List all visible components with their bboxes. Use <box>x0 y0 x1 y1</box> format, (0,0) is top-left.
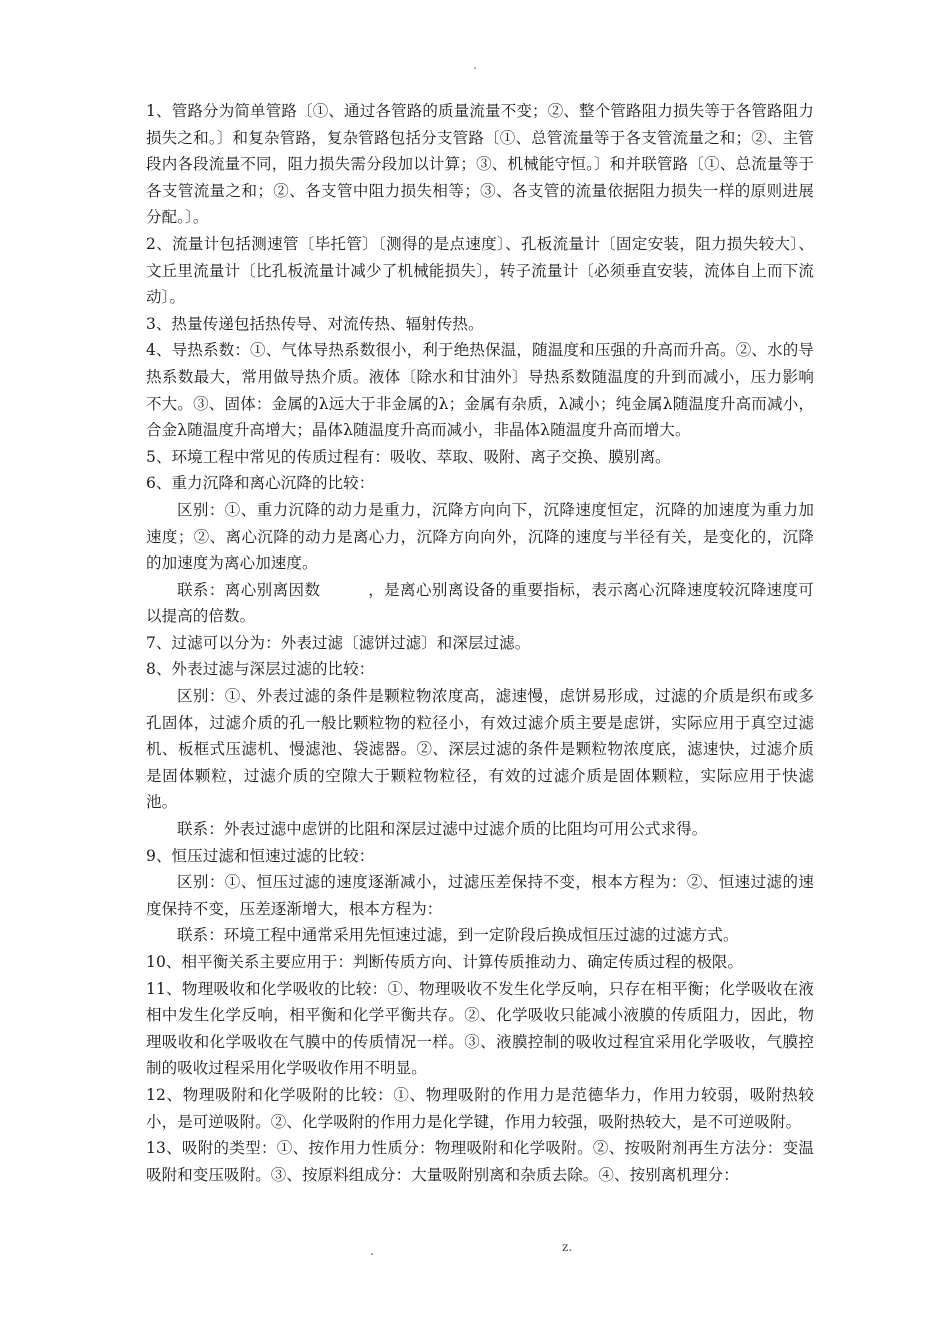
paragraph-5: 5、环境工程中常见的传质过程有：吸收、萃取、吸附、离子交换、膜别离。 <box>146 447 671 466</box>
paragraph-7: 7、过滤可以分为：外表过滤〔滤饼过滤〕和深层过滤。 <box>146 633 531 652</box>
paragraph-4: 4、导热系数：①、气体导热系数很小，利于绝热保温，随温度和压强的升高而升高。②、水的导热系数最大，常用做导热介质。液体〔除水和甘油外〕导热系数随温度的升到而减小，压力影响不大。③、固体：金属的λ远大于非金属的λ；金属有杂质，λ减小；纯金属λ随温度升高而减小，合金λ随温度升高增大；晶体λ随温度升高而减小，非晶体λ随温度升高而增大。 <box>146 341 814 440</box>
paragraph-9-heading: 9、恒压过滤和恒速过滤的比较： <box>146 846 375 865</box>
paragraph-6-difference: 区别：①、重力沉降的动力是重力，沉降方向向下，沉降速度恒定，沉降的加速度为重力加速度；②、离心沉降的动力是离心力，沉降方向向外，沉降的速度与半径有关，是变化的，沉降的加速度为离心加速度。 <box>146 500 814 573</box>
footer-mark-right: z. <box>562 1240 573 1254</box>
paragraph-11: 11、物理吸收和化学吸收的比较：①、物理吸收不发生化学反响，只存在相平衡；化学吸收在液相中发生化学反响，相平衡和化学平衡共存。②、化学吸收只能减小液膜的传质阻力，因此，物理吸收和化学吸收在气膜中的传质情况一样。③、液膜控制的吸收过程宜采用化学吸收，气膜控制的吸收过程采用化学吸收作用不明显。 <box>146 979 814 1078</box>
paragraph-2: 2、流量计包括测速管〔毕托管〕〔测得的是点速度〕、孔板流量计〔固定安装，阻力损失较大〕、文丘里流量计〔比孔板流量计减少了机械能损失〕，转子流量计〔必须垂直安装，流体自上而下流动〕。 <box>146 234 814 307</box>
paragraph-1: 1、管路分为简单管路〔①、通过各管路的质量流量不变；②、整个管路阻力损失等于各管路阻力损失之和。〕和复杂管路，复杂管路包括分支管路〔①、总管流量等于各支管流量之和；②、主管段内各段流量不同，阻力损失需分段加以计算；③、机械能守恒。〕和并联管路〔①、总流量等于各支管流量之和；②、各支管中阻力损失相等；③、各支管的流量依据阻力损失一样的原则进展分配。〕。 <box>146 102 814 227</box>
document-body <box>146 98 814 1188</box>
paragraph-9-difference: 区别：①、恒压过滤的速度逐渐减小，过滤压差保持不变，根本方程为：②、恒速过滤的速度保持不变，压差逐渐增大，根本方程为： <box>146 873 814 918</box>
paragraph-6-heading: 6、重力沉降和离心沉降的比较： <box>146 474 375 493</box>
paragraph-9-relation: 联系：环境工程中通常采用先恒速过滤，到一定阶段后换成恒压过滤的过滤方式。 <box>177 926 739 945</box>
paragraph-3: 3、热量传递包括热传导、对流传热、辐射传热。 <box>146 314 484 333</box>
paragraph-8-relation: 联系：外表过滤中虑饼的比阻和深层过滤中过滤介质的比阻均可用公式求得。 <box>177 820 708 839</box>
paragraph-8-difference: 区别：①、外表过滤的条件是颗粒物浓度高，滤速慢，虑饼易形成，过滤的介质是织布或多孔固体，过滤介质的孔一般比颗粒物的粒径小，有效过滤介质主要是虑饼，实际应用于真空过滤机、板框式压滤机、慢滤池、袋滤器。②、深层过滤的条件是颗粒物浓度底，滤速快，过滤介质是固体颗粒，过滤介质的空隙大于颗粒物粒径，有效的过滤介质是固体颗粒，实际应用于快滤池。 <box>146 687 814 812</box>
paragraph-10: 10、相平衡关系主要应用于：判断传质方向、计算传质推动力、确定传质过程的极限。 <box>146 953 744 971</box>
footer-mark-left: . <box>370 1244 374 1258</box>
paragraph-13: 13、吸附的类型：①、按作用力性质分：物理吸附和化学吸附。②、按吸附剂再生方法分：变温吸附和变压吸附。③、按原料组成分：大量吸附别离和杂质去除。④、按别离机理分： <box>146 1139 814 1184</box>
header-mark: . <box>473 58 477 72</box>
paragraph-6-relation: 联系：离心别离因数 ，是离心别离设备的重要指标，表示离心沉降速度较沉降速度可以提高的倍数。 <box>146 580 814 626</box>
paragraph-8-heading: 8、外表过滤与深层过滤的比较： <box>146 660 375 679</box>
paragraph-12: 12、物理吸附和化学吸附的比较：①、物理吸附的作用力是范德华力，作用力较弱，吸附热较小，是可逆吸附。②、化学吸附的作用力是化学键，作用力较强，吸附热较大，是不可逆吸附。 <box>146 1085 814 1131</box>
